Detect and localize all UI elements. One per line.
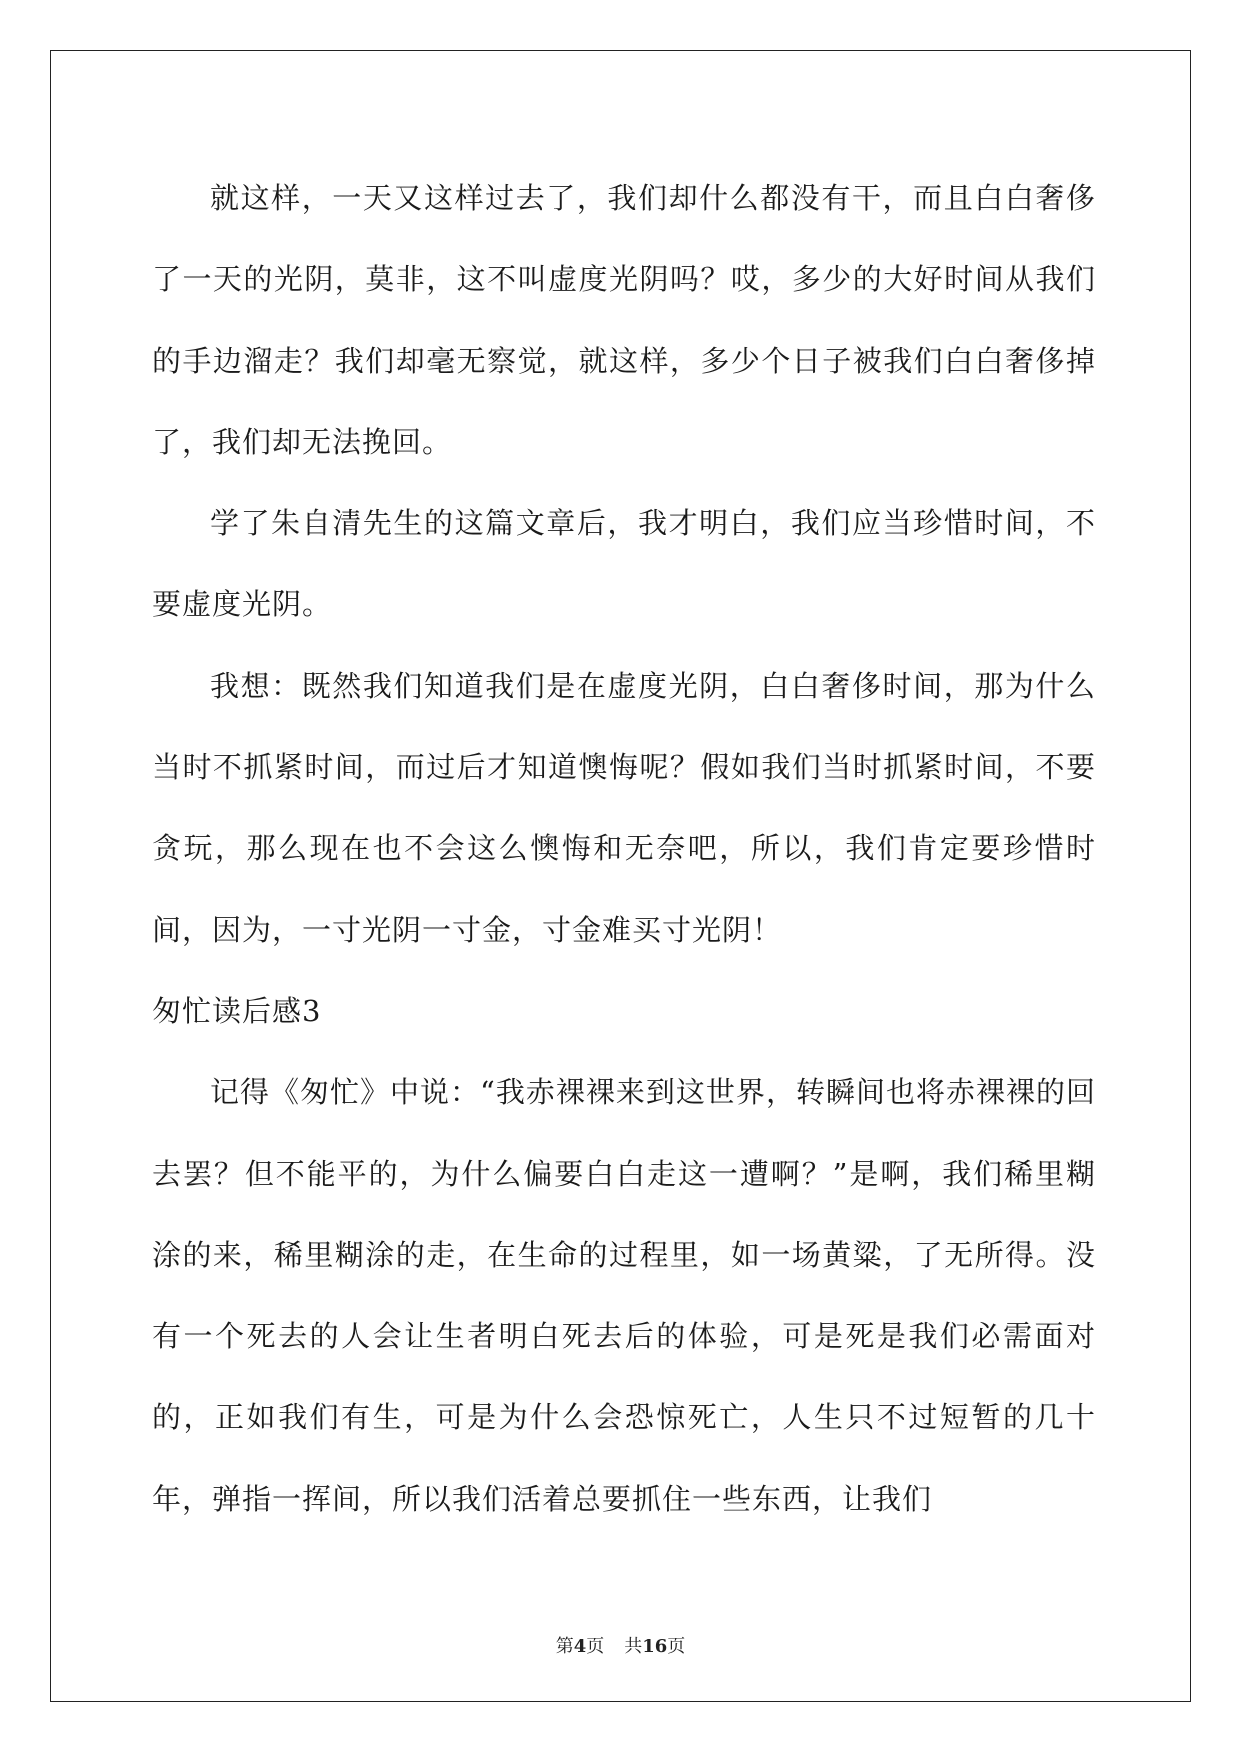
- paragraph: 就这样，一天又这样过去了，我们却什么都没有干，而且白白奢侈了一天的光阴，莫非，这不叫虚度光阴吗？哎，多少的大好时间从我们的手边溜走？我们却毫无察觉，就这样，多少个日子被我们白白奢侈掉了，我们却无法挽回。: [152, 181, 1096, 459]
- page-prefix: 第: [555, 1636, 574, 1657]
- paragraph: 我想：既然我们知道我们是在虚度光阴，白白奢侈时间，那为什么当时不抓紧时间，而过后才知道懊悔呢？假如我们当时抓紧时间，不要贪玩，那么现在也不会这么懊悔和无奈吧，所以，我们肯定要珍惜时间，因为，一寸光阴一寸金，寸金难买寸光阴！: [152, 668, 1096, 947]
- page-footer: [0, 1632, 1241, 1658]
- document-body: [152, 158, 1096, 1540]
- total-suffix: 页: [667, 1636, 686, 1657]
- page-suffix: 页: [586, 1636, 605, 1657]
- page-current: 4: [573, 1636, 587, 1657]
- paragraph: 学了朱自清先生的这篇文章后，我才明白，我们应当珍惜时间，不要虚度光阴。: [152, 506, 1096, 622]
- page-total: 16: [642, 1636, 668, 1657]
- total-prefix: 共: [624, 1636, 643, 1657]
- section-heading: 匆忙读后感3: [152, 993, 322, 1028]
- paragraph: 记得《匆忙》中说：“我赤裸裸来到这世界，转瞬间也将赤裸裸的回去罢？但不能平的，为什么偏要白白走这一遭啊？”是啊，我们稀里糊涂的来，稀里糊涂的走，在生命的过程里，如一场黄粱，了无所得。没有一个死去的人会让生者明白死去后的体验，可是死是我们必需面对的，正如我们有生，可是为什么会恐惊死亡，人生只不过短暂的几十年，弹指一挥间，所以我们活着总要抓住一些东西，让我们: [152, 1075, 1096, 1516]
